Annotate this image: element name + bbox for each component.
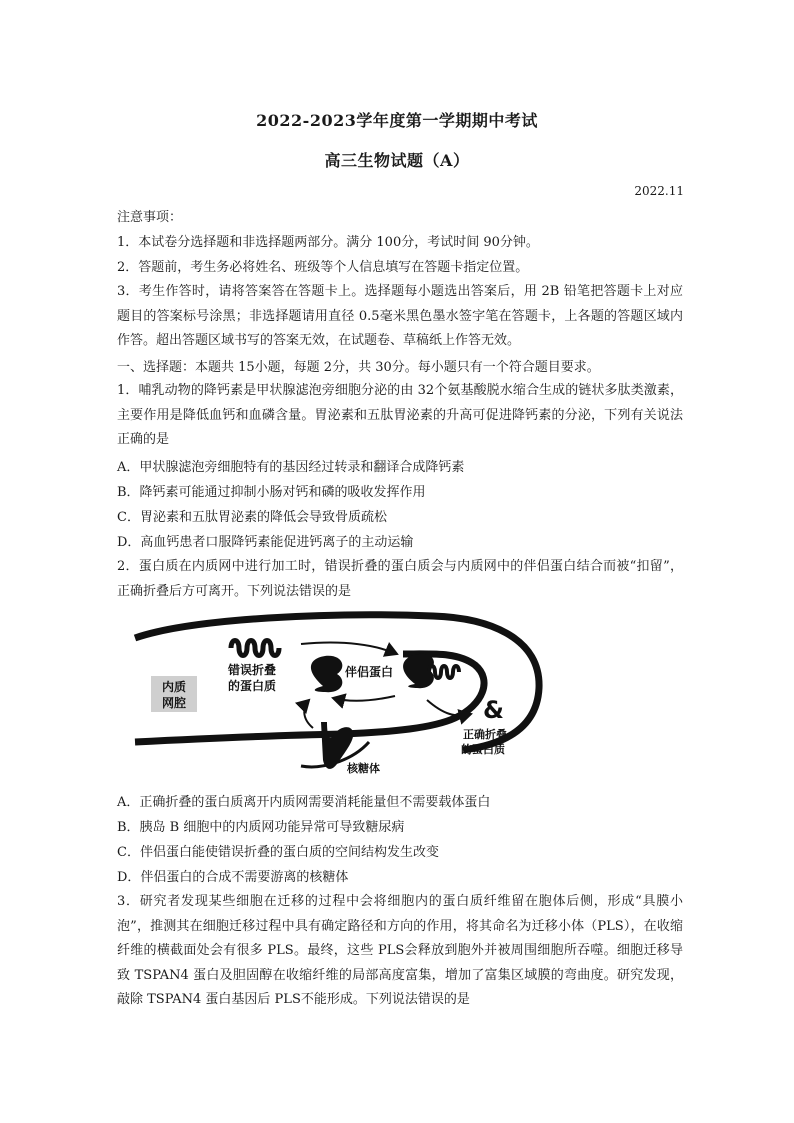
correct-label-2: 的蛋白质 <box>461 743 505 756</box>
question-1-option-d: D．高血钙患者口服降钙素能促进钙离子的主动运输 <box>117 535 414 550</box>
notice-item-2: 2．答题前，考生务必将姓名、班级等个人信息填写在答题卡指定位置。 <box>117 260 529 275</box>
exam-subtitle: 高三生物试题（A） <box>324 151 470 170</box>
er-lumen-label-1: 内质 <box>161 680 187 694</box>
chaperone-icon-left <box>311 656 342 692</box>
question-2-option-b: B．胰岛 B 细胞中的内质网功能异常可导致糖尿病 <box>117 820 405 835</box>
exam-date: 2022.11 <box>634 184 684 198</box>
chaperone-label: 伴侣蛋白 <box>344 665 394 679</box>
arrow-to-bound <box>301 642 397 654</box>
bound-protein-icon <box>429 666 459 678</box>
question-1-option-b: B．降钙素可能通过抑制小肠对钙和磷的吸收发挥作用 <box>117 485 426 500</box>
question-2-stem: 2．蛋白质在内质网中进行加工时，错误折叠的蛋白质会与内质网中的伴侣蛋白结合而被“扣留”，正确折叠后方可离开。下列说法错误的是 <box>117 559 683 599</box>
question-2-option-c: C．伴侣蛋白能使错误折叠的蛋白质的空间结构发生改变 <box>117 845 439 860</box>
question-2-option-a: A．正确折叠的蛋白质离开内质网需要消耗能量但不需要载体蛋白 <box>117 795 491 810</box>
er-chaperone-figure <box>133 610 545 778</box>
notice-item-1: 1．本试卷分选择题和非选择题两部分。满分 100分，考试时间 90分钟。 <box>117 235 539 250</box>
misfolded-label-1: 错误折叠 <box>228 663 277 677</box>
arrow-release <box>333 696 395 701</box>
exam-title: 2022-2023学年度第一学期期中考试 <box>256 111 538 130</box>
question-1-stem: 1．哺乳动物的降钙素是甲状腺滤泡旁细胞分泌的由 32个氨基酸脱水缩合生成的链状多肽类激素，主要作用是降低血钙和血磷含量。胃泌素和五肽胃泌素的升高可促进降钙素的分泌，下列有关说法正确的是 <box>117 383 683 447</box>
misfolded-protein-icon <box>231 641 279 656</box>
correct-label-1: 正确折叠 <box>463 728 507 741</box>
folded-protein-icon: & <box>483 696 504 724</box>
ribosome-label: 核糖体 <box>347 762 380 775</box>
question-1-option-c: C．胃泌素和五肽胃泌素的降低会导致骨质疏松 <box>117 510 387 525</box>
question-2-option-d: D．伴侣蛋白的合成不需要游离的核糖体 <box>117 870 349 885</box>
misfolded-label-2: 的蛋白质 <box>228 679 277 693</box>
arrow-from-ribosome <box>304 700 313 728</box>
er-lumen-label-2: 网腔 <box>161 696 187 710</box>
notice-item-3: 3．考生作答时，请将答案答在答题卡上。选择题每小题选出答案后，用 2B 铅笔把答题卡上对应题目的答案标号涂黑；非选择题请用直径 0.5毫米黑色墨水签字笔在答题卡，上各题的答题区域内作答。超出答题区域书写的答案无效，在试题卷、草稿纸上作答无效。 <box>117 284 683 348</box>
notice-heading: 注意事项： <box>117 210 183 225</box>
question-1-option-a: A．甲状腺滤泡旁细胞特有的基因经过转录和翻译合成降钙素 <box>117 460 465 475</box>
section-heading: 一、选择题：本题共 15小题，每题 2分，共 30分。每小题只有一个符合题目要求。 <box>117 360 600 375</box>
question-3-stem: 3．研究者发现某些细胞在迁移的过程中会将细胞内的蛋白质纤维留在胞体后侧，形成“具膜小泡”，推测其在细胞迁移过程中具有确定路径和方向的作用，将其命名为迁移小体（PLS），在收缩纤维的横截面处会有很多 PLS。最终，这些 PLS会释放到胞外并被周围细胞所吞噬。细胞迁移导致 TSPAN4 蛋白及胆固醇在收缩纤维的局部高度富集，增加了富集区域膜的弯曲度。研究发现，敲除 TSPAN4 蛋白基因后 PLS不能形成。下列说法错误的是 <box>117 894 683 1007</box>
